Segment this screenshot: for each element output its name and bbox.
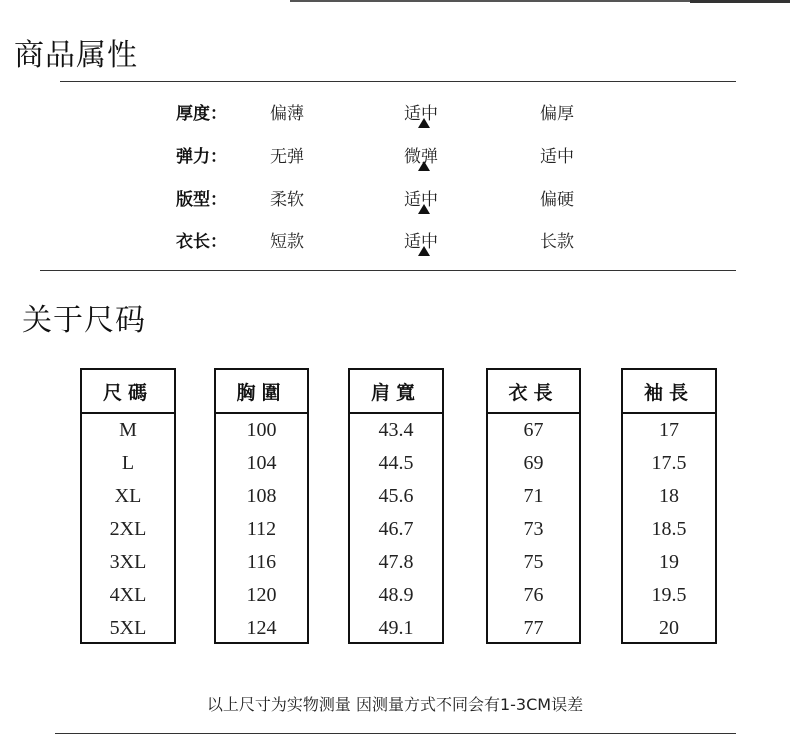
attribute-option: 适中	[404, 232, 438, 252]
size-cell: 116	[246, 551, 277, 573]
size-cell: 4XL	[109, 584, 147, 606]
attribute-option: 短款	[270, 232, 304, 252]
size-column	[80, 368, 176, 644]
size-cell: 17	[659, 419, 679, 441]
attribute-option: 微弹	[404, 147, 438, 167]
size-cell: 69	[523, 452, 544, 474]
attribute-option: 柔软	[270, 190, 304, 210]
size-cell: 43.4	[378, 419, 414, 441]
selected-marker-icon	[418, 161, 430, 171]
attributes-bottom-divider	[40, 270, 736, 271]
size-cell: 18	[659, 485, 679, 507]
size-info-heading: 关于尺码	[22, 303, 146, 338]
size-cell: M	[119, 419, 137, 441]
size-cell: 49.1	[378, 617, 414, 639]
bottom-divider	[55, 733, 736, 734]
column-header: 衣長	[488, 370, 579, 414]
selected-marker-icon	[418, 246, 430, 256]
size-cell: 19.5	[651, 584, 687, 606]
size-cell: 47.8	[378, 551, 414, 573]
column-header: 尺碼	[82, 370, 174, 414]
size-cell: 124	[246, 617, 277, 639]
size-column	[621, 368, 717, 644]
attribute-label: 版型：	[176, 190, 227, 210]
attribute-option: 偏硬	[540, 190, 574, 210]
attribute-option: 适中	[404, 190, 438, 210]
size-cell: 20	[659, 617, 679, 639]
size-cell: 44.5	[378, 452, 414, 474]
column-header: 袖長	[623, 370, 715, 414]
size-cell: 2XL	[109, 518, 147, 540]
size-cell: 112	[246, 518, 277, 540]
product-attributes-heading: 商品属性	[14, 38, 138, 73]
column-header: 胸圍	[216, 370, 307, 414]
attribute-label: 厚度：	[176, 104, 227, 124]
attribute-option: 偏薄	[270, 104, 304, 124]
measurement-note: 以上尺寸为实物测量 因测量方式不同会有1-3CM误差	[206, 695, 584, 714]
attributes-top-divider	[60, 81, 736, 82]
size-cell: 46.7	[378, 518, 414, 540]
attribute-option: 适中	[540, 147, 574, 167]
size-cell: XL	[114, 485, 142, 507]
size-cell: 45.6	[378, 485, 414, 507]
attribute-option: 长款	[540, 232, 574, 252]
selected-marker-icon	[418, 118, 430, 128]
size-cell: 73	[523, 518, 544, 540]
size-column	[348, 368, 444, 644]
attribute-option: 适中	[404, 104, 438, 124]
attribute-option: 无弹	[270, 147, 304, 167]
size-cell: 67	[523, 419, 544, 441]
size-cell: 120	[246, 584, 277, 606]
size-cell: 71	[523, 485, 544, 507]
size-cell: 18.5	[651, 518, 687, 540]
size-cell: 76	[523, 584, 544, 606]
attribute-label: 弹力：	[176, 147, 227, 167]
attribute-label: 衣长：	[176, 232, 227, 252]
size-cell: 75	[523, 551, 544, 573]
size-cell: 48.9	[378, 584, 414, 606]
size-cell: 104	[246, 452, 277, 474]
size-cell: 17.5	[651, 452, 687, 474]
selected-marker-icon	[418, 204, 430, 214]
attribute-row	[0, 140, 790, 170]
attribute-row	[0, 183, 790, 213]
size-column	[214, 368, 309, 644]
size-cell: 108	[246, 485, 277, 507]
size-cell: 5XL	[109, 617, 147, 639]
size-cell: 77	[523, 617, 544, 639]
size-cell: 19	[659, 551, 679, 573]
attribute-row	[0, 97, 790, 127]
column-header: 肩寬	[350, 370, 442, 414]
size-cell: 100	[246, 419, 277, 441]
size-cell: L	[121, 452, 135, 474]
attribute-option: 偏厚	[540, 104, 574, 124]
top-decor-line-right	[690, 0, 790, 3]
size-column	[486, 368, 581, 644]
attribute-row	[0, 225, 790, 255]
size-cell: 3XL	[109, 551, 147, 573]
